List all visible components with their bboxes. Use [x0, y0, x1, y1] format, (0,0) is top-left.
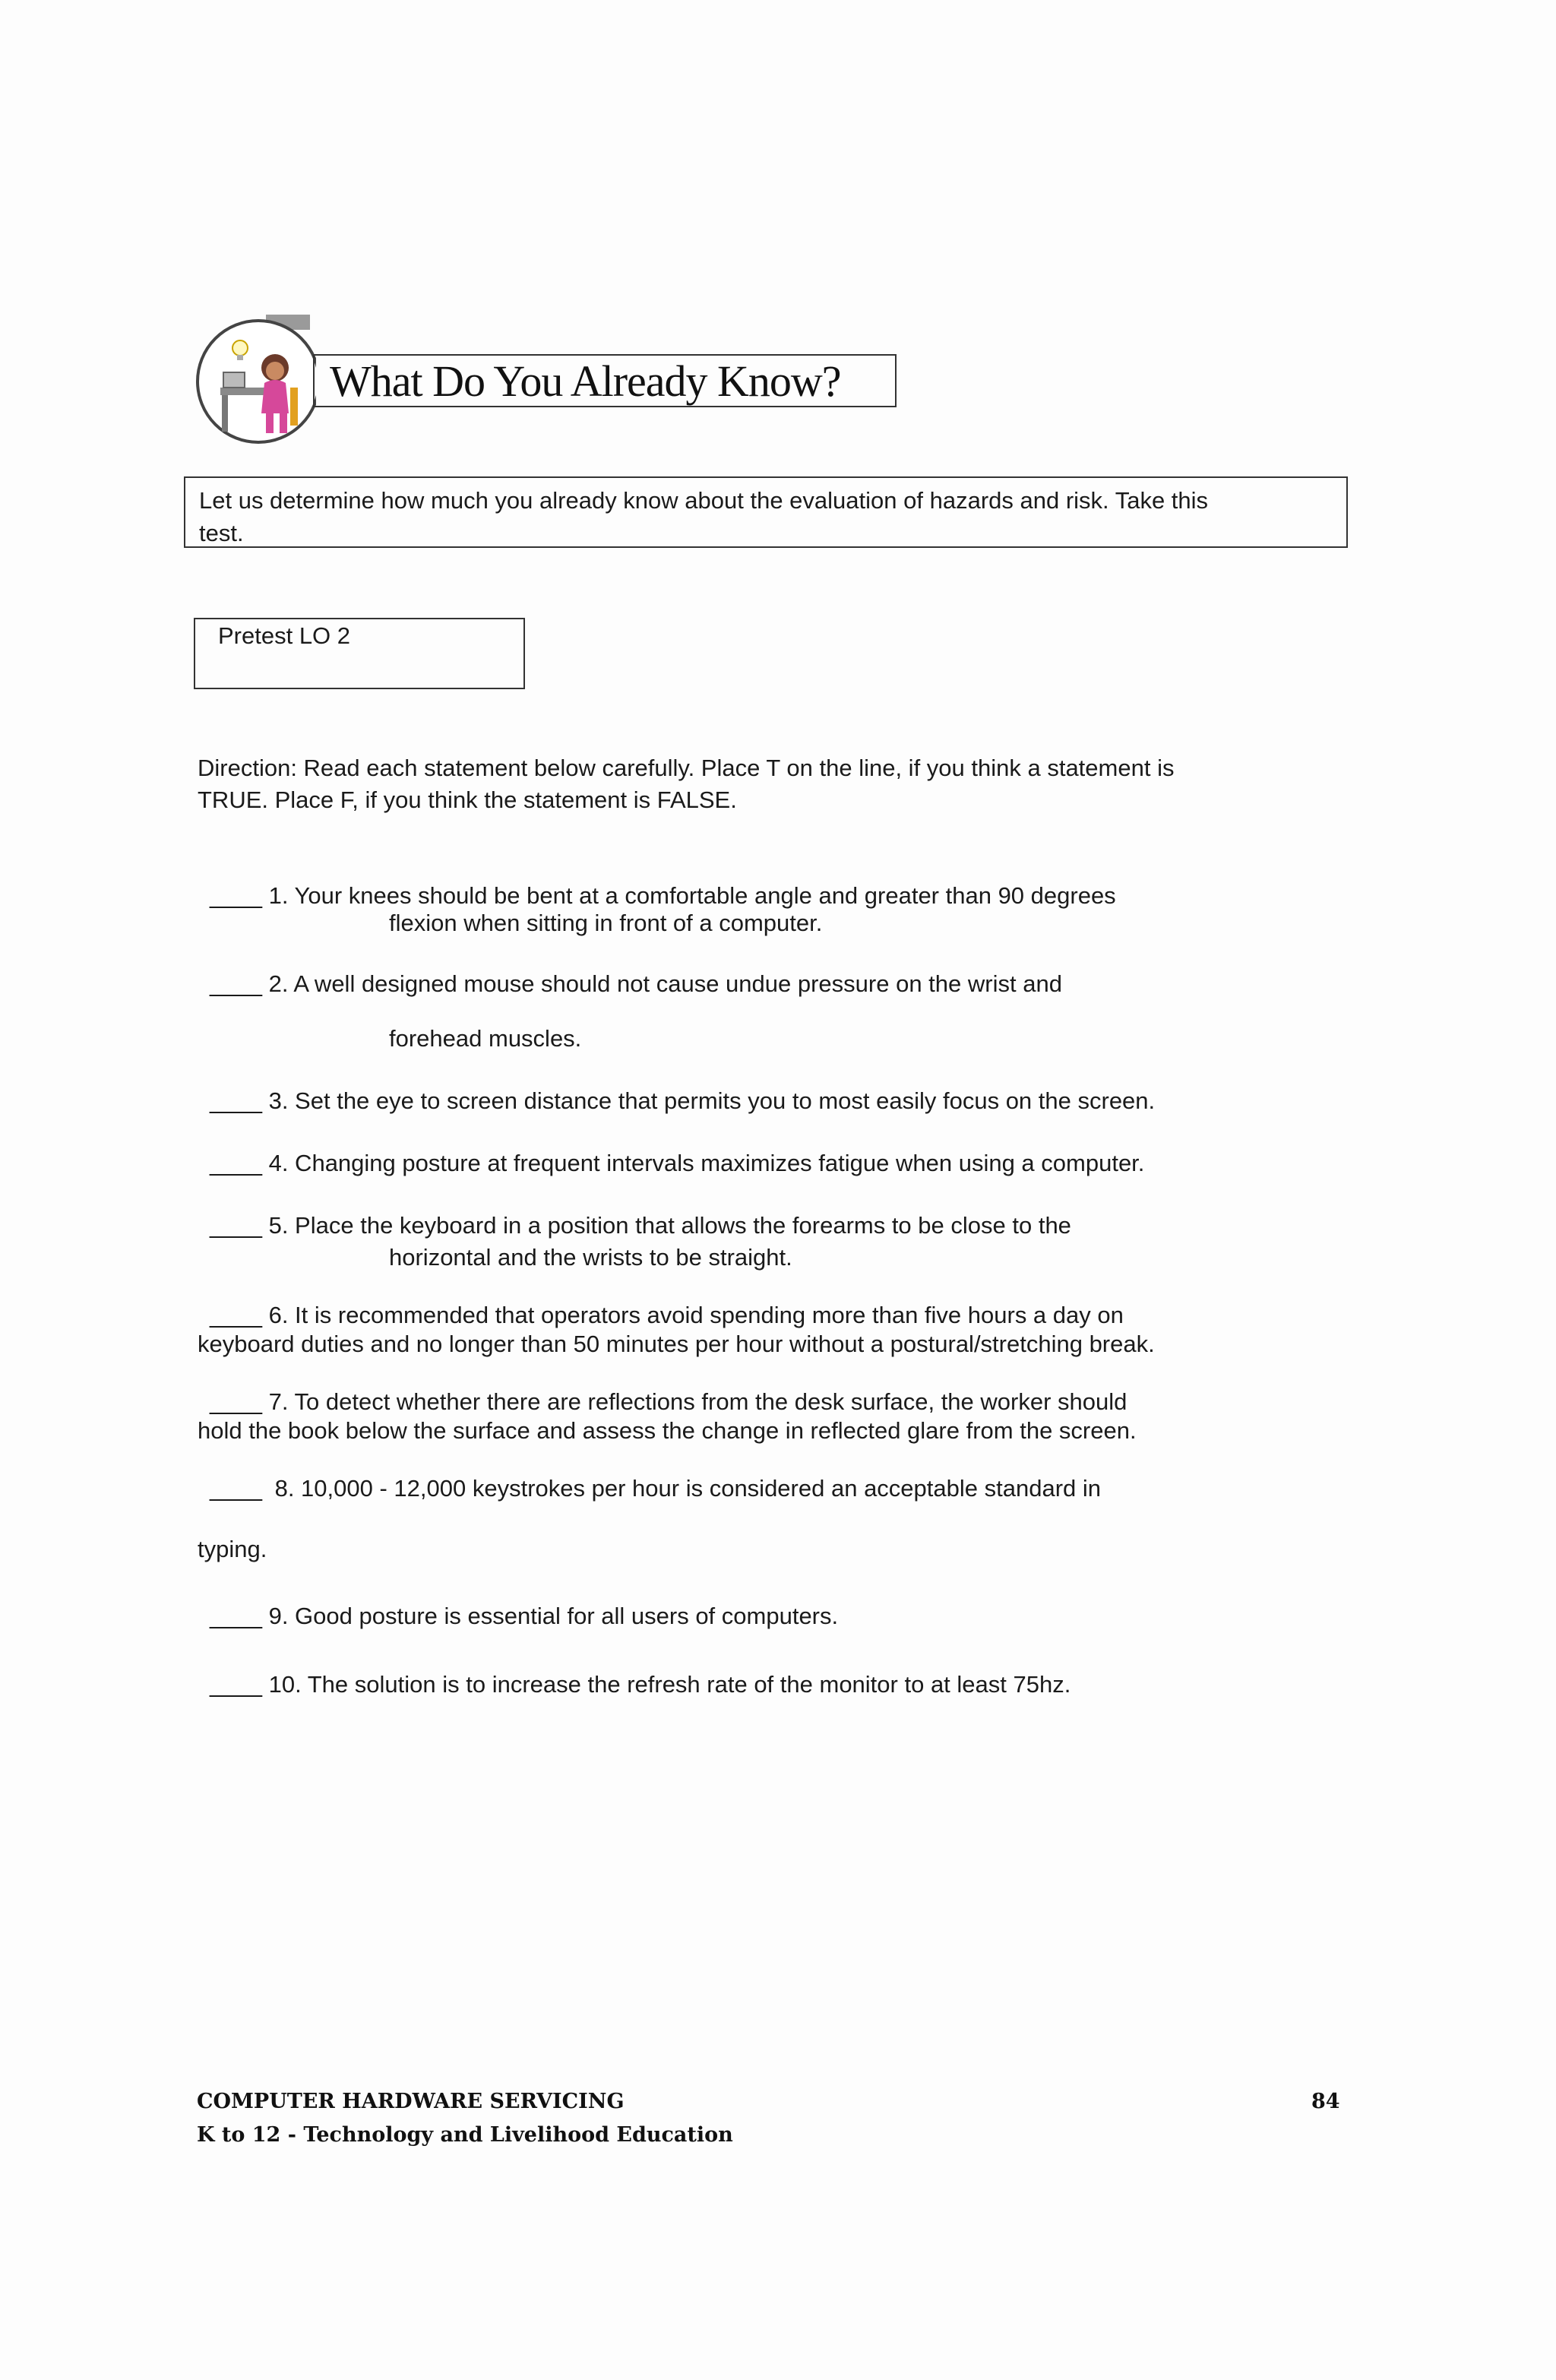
answer-blank[interactable]: ____ — [210, 970, 262, 997]
question-7 — [210, 1388, 1127, 1416]
question-6 — [210, 1301, 1124, 1329]
footer — [197, 2085, 733, 2152]
answer-blank[interactable]: ____ — [210, 1603, 262, 1629]
question-5 — [210, 1211, 1071, 1239]
footer-program: K to 12 - Technology and Livelihood Education — [197, 2123, 733, 2147]
direction-line-2: TRUE. Place F, if you think the statement is FALSE. — [198, 786, 737, 813]
page-title — [313, 354, 897, 407]
answer-blank[interactable]: ____ — [210, 1150, 262, 1176]
question-text: 5. Place the keyboard in a position that allows the forearms to be close to the — [268, 1212, 1071, 1239]
question-6-continuation: keyboard duties and no longer than 50 minutes per hour without a postural/stretching break. — [198, 1331, 1155, 1357]
question-5-continuation: horizontal and the wrists to be straight. — [389, 1244, 792, 1271]
question-4 — [210, 1149, 1144, 1177]
answer-blank[interactable]: ____ — [210, 1212, 262, 1239]
question-text: 6. It is recommended that operators avoid spending more than five hours a day on — [268, 1302, 1124, 1328]
question-8 — [210, 1474, 1101, 1502]
student-thinking-icon — [194, 315, 316, 448]
answer-blank[interactable]: ____ — [210, 882, 262, 909]
pretest-label-box — [194, 618, 525, 689]
question-text: 4. Changing posture at frequent intervals maximizes fatigue when using a computer. — [268, 1150, 1145, 1176]
question-2 — [210, 970, 1062, 998]
question-7-continuation: hold the book below the surface and assess the change in reflected glare from the screen. — [198, 1417, 1137, 1444]
intro-box — [184, 476, 1348, 548]
question-text: 2. A well designed mouse should not cause undue pressure on the wrist and — [268, 970, 1062, 997]
answer-blank[interactable]: ____ — [210, 1302, 262, 1328]
question-text: 10. The solution is to increase the refresh rate of the monitor to at least 75hz. — [268, 1671, 1071, 1698]
answer-blank[interactable]: ____ — [210, 1475, 262, 1502]
question-8-continuation: typing. — [198, 1536, 267, 1562]
question-text: 9. Good posture is essential for all users of computers. — [268, 1603, 839, 1629]
answer-blank[interactable]: ____ — [210, 1087, 262, 1114]
question-1-continuation: flexion when sitting in front of a computer. — [389, 910, 823, 936]
footer-course: COMPUTER HARDWARE SERVICING — [197, 2090, 625, 2113]
question-3 — [210, 1087, 1155, 1115]
direction-line-1: Direction: Read each statement below carefully. Place T on the line, if you think a statement is — [198, 755, 1175, 781]
question-text: 8. 10,000 - 12,000 keystrokes per hour is considered an acceptable standard in — [274, 1475, 1102, 1502]
question-text: 1. Your knees should be bent at a comfortable angle and greater than 90 degrees — [268, 882, 1116, 909]
question-text: 7. To detect whether there are reflections from the desk surface, the worker should — [268, 1388, 1127, 1415]
question-10 — [210, 1670, 1071, 1698]
intro-text-line-1: Let us determine how much you already know about the evaluation of hazards and risk. Take this — [199, 487, 1209, 514]
question-1 — [210, 881, 1116, 910]
intro-text-line-2: test. — [199, 520, 244, 546]
answer-blank[interactable]: ____ — [210, 1671, 262, 1698]
question-2-continuation: forehead muscles. — [389, 1025, 582, 1052]
question-text: 3. Set the eye to screen distance that permits you to most easily focus on the screen. — [268, 1087, 1156, 1114]
directions — [198, 752, 1337, 816]
page-number: 84 — [1311, 2090, 1340, 2113]
pretest-label: Pretest LO 2 — [218, 622, 351, 649]
question-9 — [210, 1602, 838, 1630]
page-title-text: What Do You Already Know? — [330, 356, 841, 406]
answer-blank[interactable]: ____ — [210, 1388, 262, 1415]
